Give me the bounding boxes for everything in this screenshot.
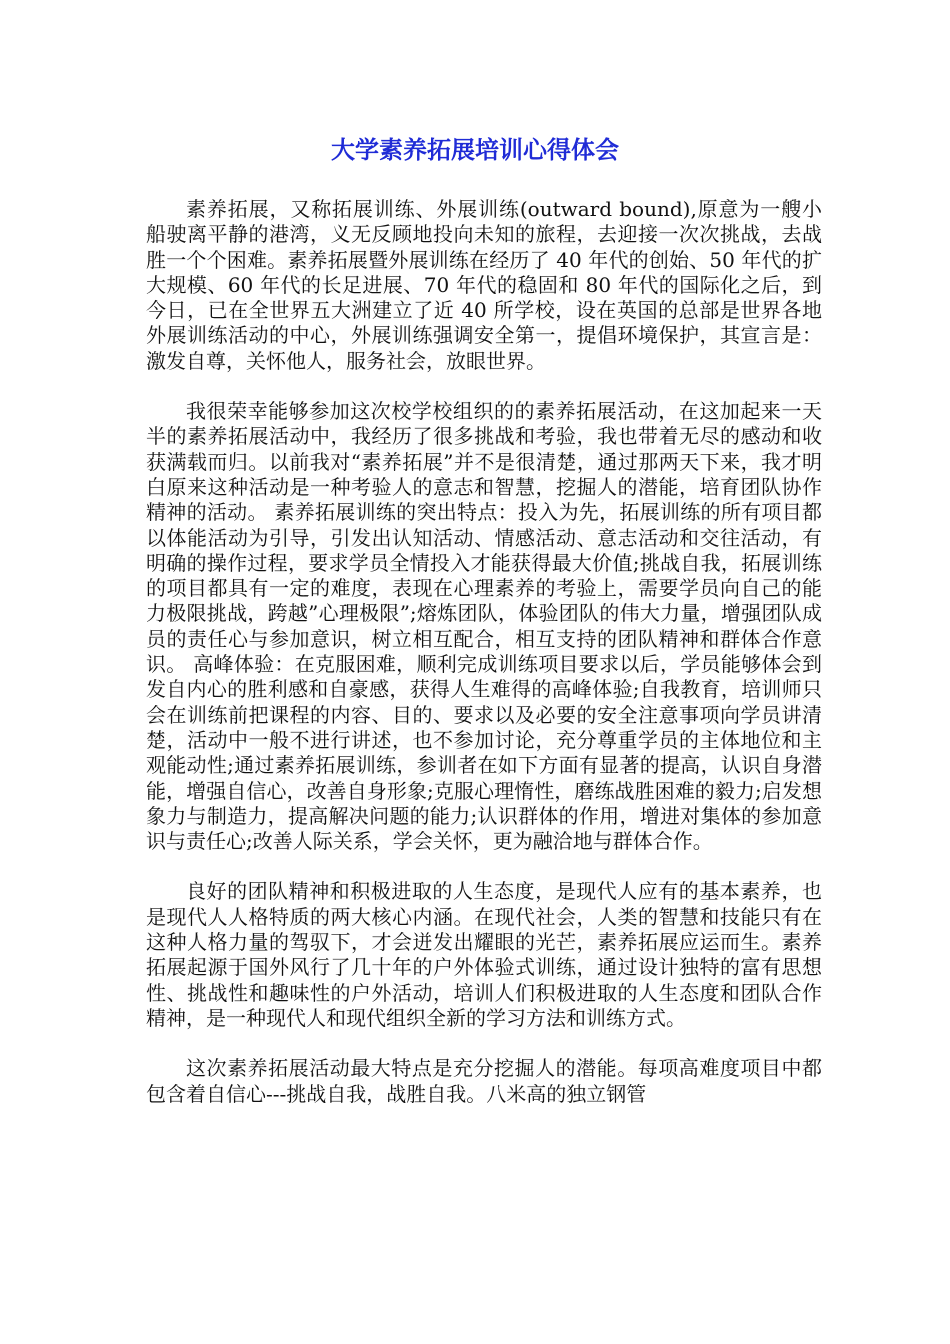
document-title: 大学素养拓展培训心得体会 bbox=[331, 136, 619, 164]
paragraph-4: 这次素养拓展活动最大特点是充分挖掘人的潜能。每项高难度项目中都包含着自信心---挑战自我，战胜自我。八米高的独立钢管 bbox=[146, 1056, 822, 1106]
document-body bbox=[146, 197, 822, 1132]
paragraph-1: 素养拓展，又称拓展训练、外展训练(outward bound),原意为一艘小船驶离平静的港湾，义无反顾地投向未知的旅程，去迎接一次次挑战，去战胜一个个困难。素养拓展暨外展训练在经历了 40 年代的创始、50 年代的扩大规模、60 年代的长足进展、70 年代的稳固和 80 年代的国际化之后，到今日，已在全世界五大洲建立了近 40 所学校，设在英国的总部是世界各地外展训练活动的中心，外展训练强调安全第一，提倡环境保护，其宣言是：激发自尊，关怀他人，服务社会，放眼世界。 bbox=[146, 197, 822, 373]
paragraph-2: 我很荣幸能够参加这次校学校组织的的素养拓展活动，在这加起来一天半的素养拓展活动中，我经历了很多挑战和考验，我也带着无尽的感动和收获满载而归。以前我对“素养拓展”并不是很清楚，通过那两天下来，我才明白原来这种活动是一种考验人的意志和智慧，挖掘人的潜能，培育团队协作精神的活动。 素养拓展训练的突出特点：投入为先，拓展训练的所有项目都以体能活动为引导，引发出认知活动、情感活动、意志活动和交往活动，有明确的操作过程，要求学员全情投入才能获得最大价值;挑战自我，拓展训练的项目都具有一定的难度，表现在心理素养的考验上，需要学员向自己的能力极限挑战，跨越”心理极限”;熔炼团队，体验团队的伟大力量，增强团队成员的责任心与参加意识，树立相互配合，相互支持的团队精神和群体合作意识。 高峰体验：在克服困难，顺利完成训练项目要求以后，学员能够体会到发自内心的胜利感和自豪感，获得人生难得的高峰体验;自我教育，培训师只会在训练前把课程的内容、目的、要求以及必要的安全注意事项向学员讲清楚，活动中一般不进行讲述，也不参加讨论，充分尊重学员的主体地位和主观能动性;通过素养拓展训练，参训者在如下方面有显著的提高，认识自身潜能，增强自信心，改善自身形象;克服心理惰性，磨练战胜困难的毅力;启发想象力与制造力，提高解决问题的能力;认识群体的作用，增进对集体的参加意识与责任心;改善人际关系，学会关怀，更为融洽地与群体合作。 bbox=[146, 399, 822, 854]
paragraph-3: 良好的团队精神和积极进取的人生态度，是现代人应有的基本素养，也是现代人人格特质的两大核心内涵。在现代社会，人类的智慧和技能只有在这种人格力量的驾驭下，才会迸发出耀眼的光芒，素养拓展应运而生。素养拓展起源于国外风行了几十年的户外体验式训练，通过设计独特的富有思想性、挑战性和趣味性的户外活动，培训人们积极进取的人生态度和团队合作精神，是一种现代人和现代组织全新的学习方法和训练方式。 bbox=[146, 879, 822, 1030]
